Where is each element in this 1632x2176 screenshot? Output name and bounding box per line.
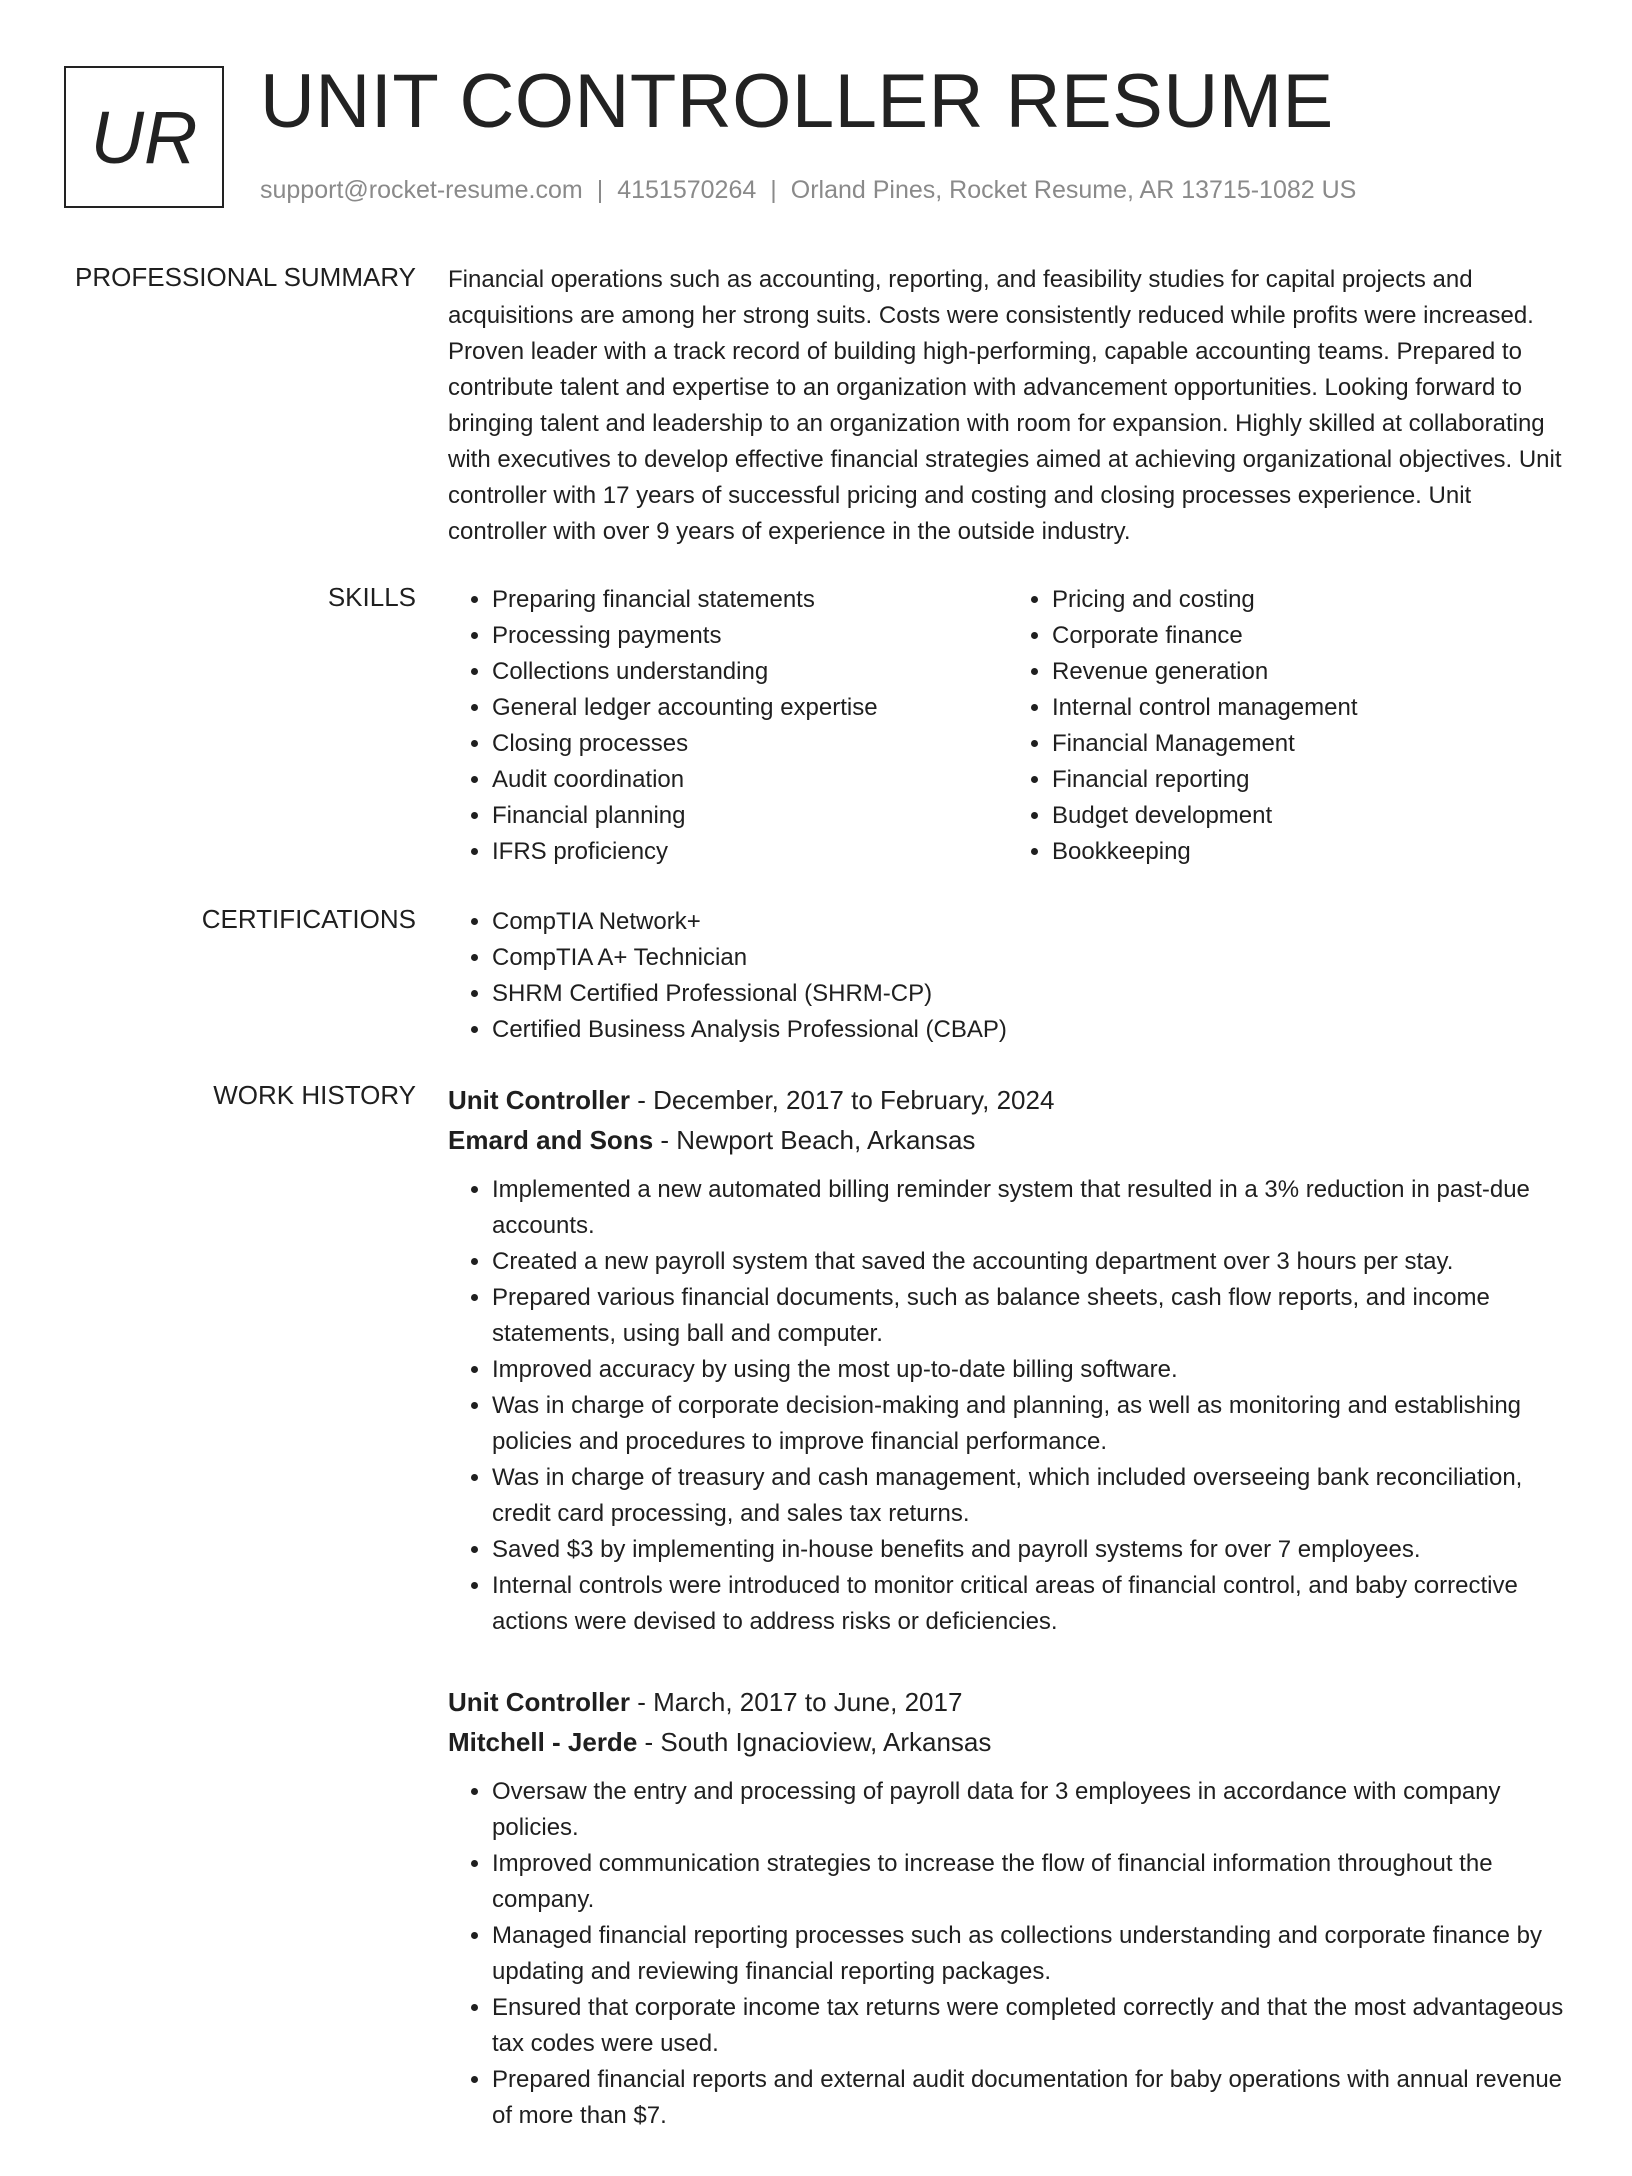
monogram: UR [64,66,224,208]
work-history-content [448,1080,1568,2176]
job-company-line [448,1722,1568,1762]
contact-address: Orland Pines, Rocket Resume, AR 13715-1082 US [790,176,1357,204]
job-bullet: • Was in charge of corporate decision-making and planning, as well as monitoring and establishing policies and procedures to improve financial performance. [492,1388,1568,1460]
skills-list-left [448,582,1008,870]
job-bullet: • Improved communication strategies to increase the flow of financial information throughout the company. [492,1846,1568,1918]
skill-item: • Financial reporting [1052,762,1568,798]
certification-item: • CompTIA Network+ [492,904,1568,940]
job-bullet: • Implemented a new automated billing reminder system that resulted in a 3% reduction in past-due accounts. [492,1172,1568,1244]
certification-item: • Certified Business Analysis Professional (CBAP) [492,1012,1568,1048]
contact-email[interactable]: support@rocket-resume.com [260,176,583,204]
skill-item: • IFRS proficiency [492,834,1008,870]
job-title-line [448,1080,1568,1120]
job-bullet: • Prepared various financial documents, such as balance sheets, cash flow reports, and income statements, using ball and computer. [492,1280,1568,1352]
job-bullet: • Prepared financial reports and external audit documentation for baby operations with annual revenue of more than $7. [492,2062,1568,2134]
job-entry [448,1080,1568,1640]
job-title: Unit Controller [448,1687,630,1717]
work-history-heading: WORK HISTORY [213,1080,416,1110]
certification-item: • SHRM Certified Professional (SHRM-CP) [492,976,1568,1012]
contact-line [260,176,1356,205]
certifications-list [448,904,1568,1048]
skills-heading: SKILLS [327,582,416,612]
skill-item: • Collections understanding [492,654,1008,690]
job-location: - Newport Beach, Arkansas [653,1125,976,1155]
skill-item: • Financial Management [1052,726,1568,762]
summary-text: Financial operations such as accounting, reporting, and feasibility studies for capital projects and acquisitions are among her strong suits. Costs were consistently reduced while profits were increased. Proven leader with a track record of building high-performing, capable accounting teams. Prepared to contribute talent and expertise to an organization with advancement opportunities. Looking forward to bringing talent and leadership to an organization with room for expansion. Highly skilled at collaborating with executives to develop effective financial strategies aimed at achieving organizational objectives. Unit controller with 17 years of successful pricing and costing and closing processes experience. Unit controller with over 9 years of experience in the outside industry. [448,266,1562,545]
skill-item: • Corporate finance [1052,618,1568,654]
skill-item: • Pricing and costing [1052,582,1568,618]
certifications-heading: CERTIFICATIONS [201,904,416,934]
job-bullet: • Saved $3 by implementing in-house benefits and payroll systems for over 7 employees. [492,1532,1568,1568]
job-bullets [448,1774,1568,2134]
job-bullet: • Ensured that corporate income tax returns were completed correctly and that the most advantageous tax codes were used. [492,1990,1568,2062]
skill-item: • Preparing financial statements [492,582,1008,618]
job-location: - South Ignacioview, Arkansas [637,1727,992,1757]
skill-item: • General ledger accounting expertise [492,690,1008,726]
contact-separator: | [596,176,604,204]
skill-item: • Revenue generation [1052,654,1568,690]
job-bullet: • Improved accuracy by using the most up-to-date billing software. [492,1352,1568,1388]
skill-item: • Processing payments [492,618,1008,654]
job-bullet: • Internal controls were introduced to monitor critical areas of financial control, and baby corrective actions were devised to address risks or deficiencies. [492,1568,1568,1640]
job-company: Emard and Sons [448,1125,654,1155]
job-title: Unit Controller [448,1085,630,1115]
job-bullet: • Was in charge of treasury and cash management, which included overseeing bank reconciliation, credit card processing, and sales tax returns. [492,1460,1568,1532]
skill-item: • Financial planning [492,798,1008,834]
summary-heading: PROFESSIONAL SUMMARY [75,262,416,292]
job-title-line [448,1682,1568,1722]
skill-item: • Bookkeeping [1052,834,1568,870]
skill-item: • Closing processes [492,726,1008,762]
job-company: Mitchell - Jerde [448,1727,638,1757]
certification-item: • CompTIA A+ Technician [492,940,1568,976]
job-bullets [448,1172,1568,1640]
job-entry [448,1682,1568,2134]
job-dates: - March, 2017 to June, 2017 [630,1687,963,1717]
skills-list-right [1008,582,1568,870]
job-bullet: • Created a new payroll system that saved the accounting department over 3 hours per stay. [492,1244,1568,1280]
skill-item: • Budget development [1052,798,1568,834]
contact-phone[interactable]: 4151570264 [617,176,757,204]
resume-title: UNIT CONTROLLER RESUME [260,59,1334,144]
job-bullet: • Oversaw the entry and processing of payroll data for 3 employees in accordance with company policies. [492,1774,1568,1846]
job-dates: - December, 2017 to February, 2024 [630,1085,1055,1115]
contact-separator: | [770,176,777,204]
skill-item: • Audit coordination [492,762,1008,798]
job-bullet: • Managed financial reporting processes such as collections understanding and corporate finance by updating and reviewing financial reporting packages. [492,1918,1568,1990]
skills-columns [448,582,1568,870]
skill-item: • Internal control management [1052,690,1568,726]
certifications-content [448,904,1568,1048]
job-company-line [448,1120,1568,1160]
